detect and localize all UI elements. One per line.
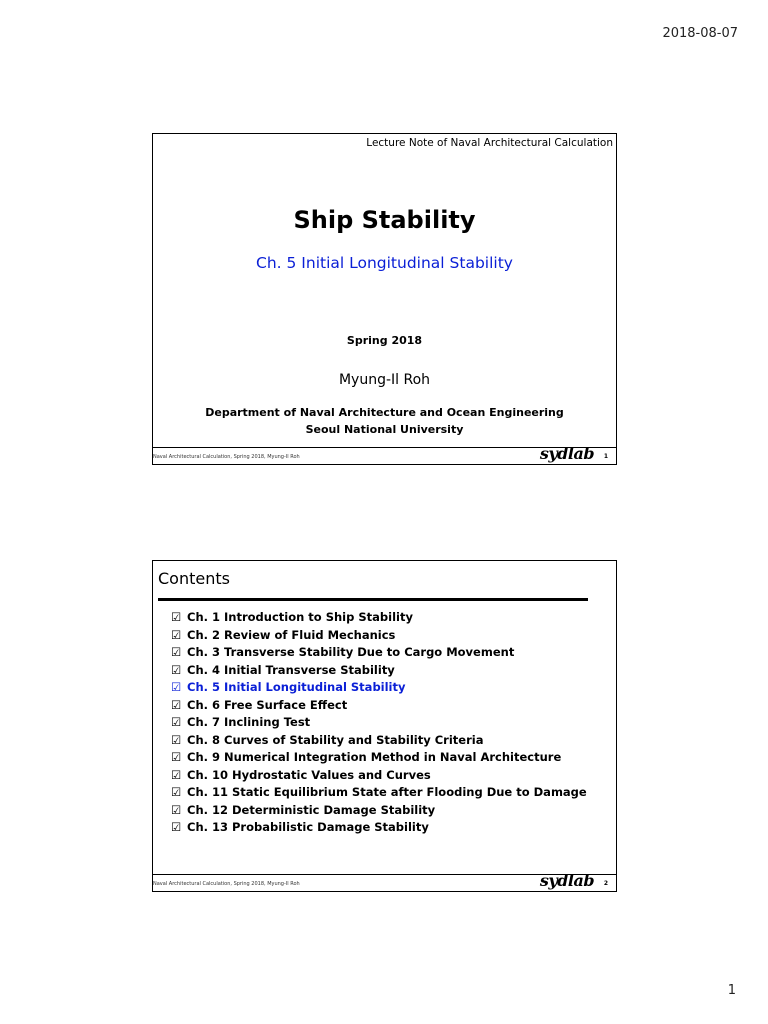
list-item: ☑ Ch. 12 Deterministic Damage Stability [171, 802, 587, 820]
list-item: ☑ Ch. 4 Initial Transverse Stability [171, 662, 587, 680]
checkbox-icon: ☑ [171, 820, 182, 834]
slide-footer-text: Naval Architectural Calculation, Spring 2018, Myung-Il Roh [153, 454, 300, 460]
contents-divider [158, 598, 588, 601]
checkbox-icon: ☑ [171, 802, 182, 817]
contents-list [171, 609, 587, 837]
list-item: ☑ Ch. 3 Transverse Stability Due to Cargo Movement [171, 644, 587, 662]
contents-heading: Contents [158, 569, 230, 588]
list-item: ☑ Ch. 1 Introduction to Ship Stability [171, 609, 587, 627]
sydlab-logo: sydlab [539, 444, 594, 463]
checkbox-icon: ☑ [171, 645, 182, 659]
slide-title-heading: Ship Stability [293, 206, 476, 234]
author-name: Myung-Il Roh [338, 372, 431, 388]
page-number: 1 [727, 983, 736, 998]
slide-number: 1 [603, 453, 608, 460]
department-name: Department of Naval Architecture and Ocean Engineering [205, 406, 564, 419]
slide-footer-text: Naval Architectural Calculation, Spring 2018, Myung-Il Roh [153, 881, 300, 887]
checkbox-icon: ☑ [171, 732, 182, 747]
checkbox-icon: ☑ [171, 610, 182, 624]
semester-label: Spring 2018 [346, 334, 423, 347]
list-item: ☑ Ch. 13 Probabilistic Damage Stability [171, 819, 587, 837]
checkbox-icon: ☑ [171, 627, 182, 642]
checkbox-icon: ☑ [171, 785, 182, 799]
lecture-note-header: Lecture Note of Naval Architectural Calculation [366, 137, 613, 149]
list-item: ☑ Ch. 6 Free Surface Effect [171, 697, 587, 715]
list-item: ☑ Ch. 2 Review of Fluid Mechanics [171, 627, 587, 645]
print-date: 2018-08-07 [662, 26, 738, 41]
university-name: Seoul National University [305, 423, 464, 436]
checkbox-icon: ☑ [171, 767, 182, 782]
checkbox-icon: ☑ [171, 715, 182, 729]
slide-number: 2 [603, 880, 608, 887]
sydlab-logo: sydlab [539, 871, 594, 890]
chapter-subtitle: Ch. 5 Initial Longitudinal Stability [256, 254, 513, 272]
list-item: ☑ Ch. 9 Numerical Integration Method in Naval Architecture [171, 749, 587, 767]
list-item-current: ☑ Ch. 5 Initial Longitudinal Stability [171, 679, 587, 697]
list-item: ☑ Ch. 7 Inclining Test [171, 714, 587, 732]
checkbox-icon: ☑ [171, 750, 182, 764]
slide-title [152, 133, 617, 465]
list-item: ☑ Ch. 11 Static Equilibrium State after Flooding Due to Damage [171, 784, 587, 802]
checkbox-icon: ☑ [171, 680, 182, 694]
slide-contents [152, 560, 617, 892]
checkbox-icon: ☑ [171, 662, 182, 677]
list-item: ☑ Ch. 8 Curves of Stability and Stability Criteria [171, 732, 587, 750]
list-item: ☑ Ch. 10 Hydrostatic Values and Curves [171, 767, 587, 785]
checkbox-icon: ☑ [171, 697, 182, 712]
